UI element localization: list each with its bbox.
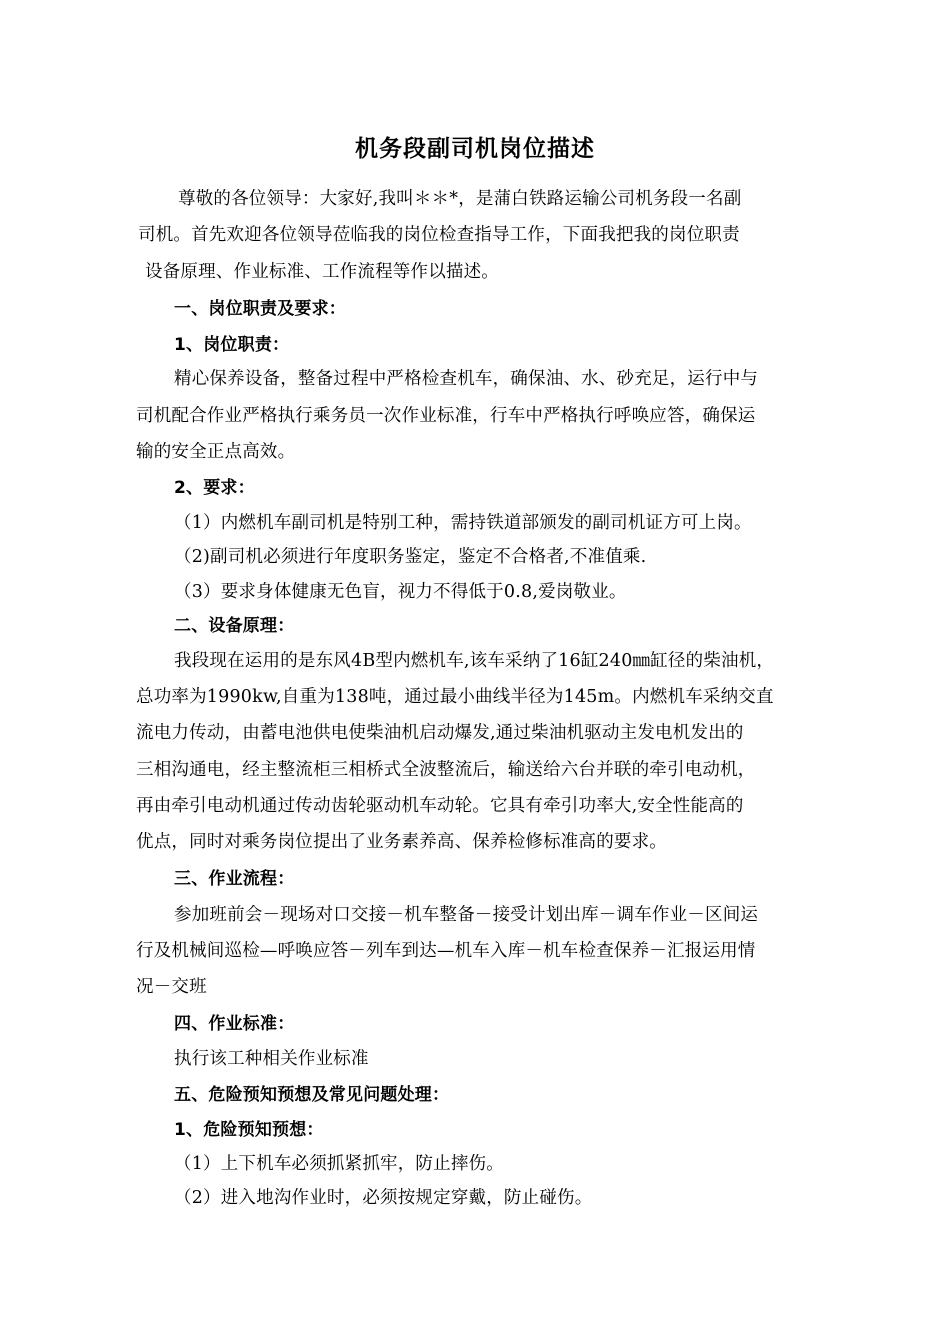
principle-line-5: 再由牵引电动机通过传动齿轮驱动机车动轮。它具有牵引功率大,安全性能高的 [136, 796, 744, 816]
principle-line-4: 三相沟通电，经主整流柜三相桥式全波整流后，输送给六台并联的牵引电动机， [136, 760, 756, 780]
intro-line-2: 司机。首先欢迎各位领导莅临我的岗位检查指导工作，下面我把我的岗位职责 [138, 225, 740, 245]
requirement-item-1: （1）内燃机车副司机是特别工种，需持铁道部颁发的副司机证方可上岗。 [174, 513, 752, 533]
workflow-line-3: 况－交班 [136, 977, 207, 997]
subheading-requirements: 2、要求： [174, 478, 255, 498]
requirement-item-2: （2)副司机必须进行年度职务鉴定，鉴定不合格者,不准值乘. [174, 547, 647, 567]
section-heading-principle: 二、设备原理： [174, 616, 295, 636]
principle-line-2: 总功率为1990kw,自重为138吨，通过最小曲线半径为145m。内燃机车采纳交直 [136, 687, 774, 707]
hazard-item-2: （2）进入地沟作业时，必须按规定穿戴，防止碰伤。 [174, 1188, 593, 1208]
duties-line-2: 司机配合作业严格执行乘务员一次作业标准，行车中严格执行呼唤应答，确保运 [136, 406, 756, 426]
hazard-item-1: （1）上下机车必须抓紧抓牢，防止摔伤。 [174, 1154, 504, 1174]
intro-line-1: 尊敬的各位领导：大家好,我叫＊＊*，是蒲白铁路运输公司机务段一名副 [178, 189, 742, 209]
intro-line-3: 设备原理、作业标准、工作流程等作以描述。 [145, 262, 499, 282]
principle-line-1: 我段现在运用的是东风4B型内燃机车,该车采纳了16缸240㎜缸径的柴油机， [174, 651, 775, 671]
duties-line-3: 输的安全正点高效。 [136, 442, 296, 462]
section-heading-hazards: 五、危险预知预想及常见问题处理： [174, 1085, 450, 1105]
workflow-line-2: 行及机械间巡检—呼唤应答－列车到达—机车入库－机车检查保养－汇报运用情 [136, 941, 756, 961]
subheading-duties: 1、岗位职责： [174, 335, 290, 355]
section-heading-duties-requirements: 一、岗位职责及要求： [174, 299, 346, 319]
section-heading-standard: 四、作业标准： [174, 1014, 295, 1034]
principle-line-3: 流电力传动，由蓄电池供电使柴油机启动爆发,通过柴油机驱动主发电机发出的 [136, 723, 744, 743]
section-heading-workflow: 三、作业流程： [174, 869, 295, 889]
requirement-item-3: （3）要求身体健康无色盲，视力不得低于0.8,爱岗敬业。 [174, 582, 627, 602]
subheading-hazard-prediction: 1、危险预知预想： [174, 1120, 324, 1140]
workflow-line-1: 参加班前会－现场对口交接－机车整备－接受计划出库－调车作业－区间运 [174, 905, 759, 925]
standard-text: 执行该工种相关作业标准 [174, 1049, 369, 1069]
page-title: 机务段副司机岗位描述 [355, 136, 595, 162]
duties-line-1: 精心保养设备，整备过程中严格检查机车，确保油、水、砂充足，运行中与 [174, 369, 759, 389]
principle-line-6: 优点，同时对乘务岗位提出了业务素养高、保养检修标准高的要求。 [136, 832, 667, 852]
